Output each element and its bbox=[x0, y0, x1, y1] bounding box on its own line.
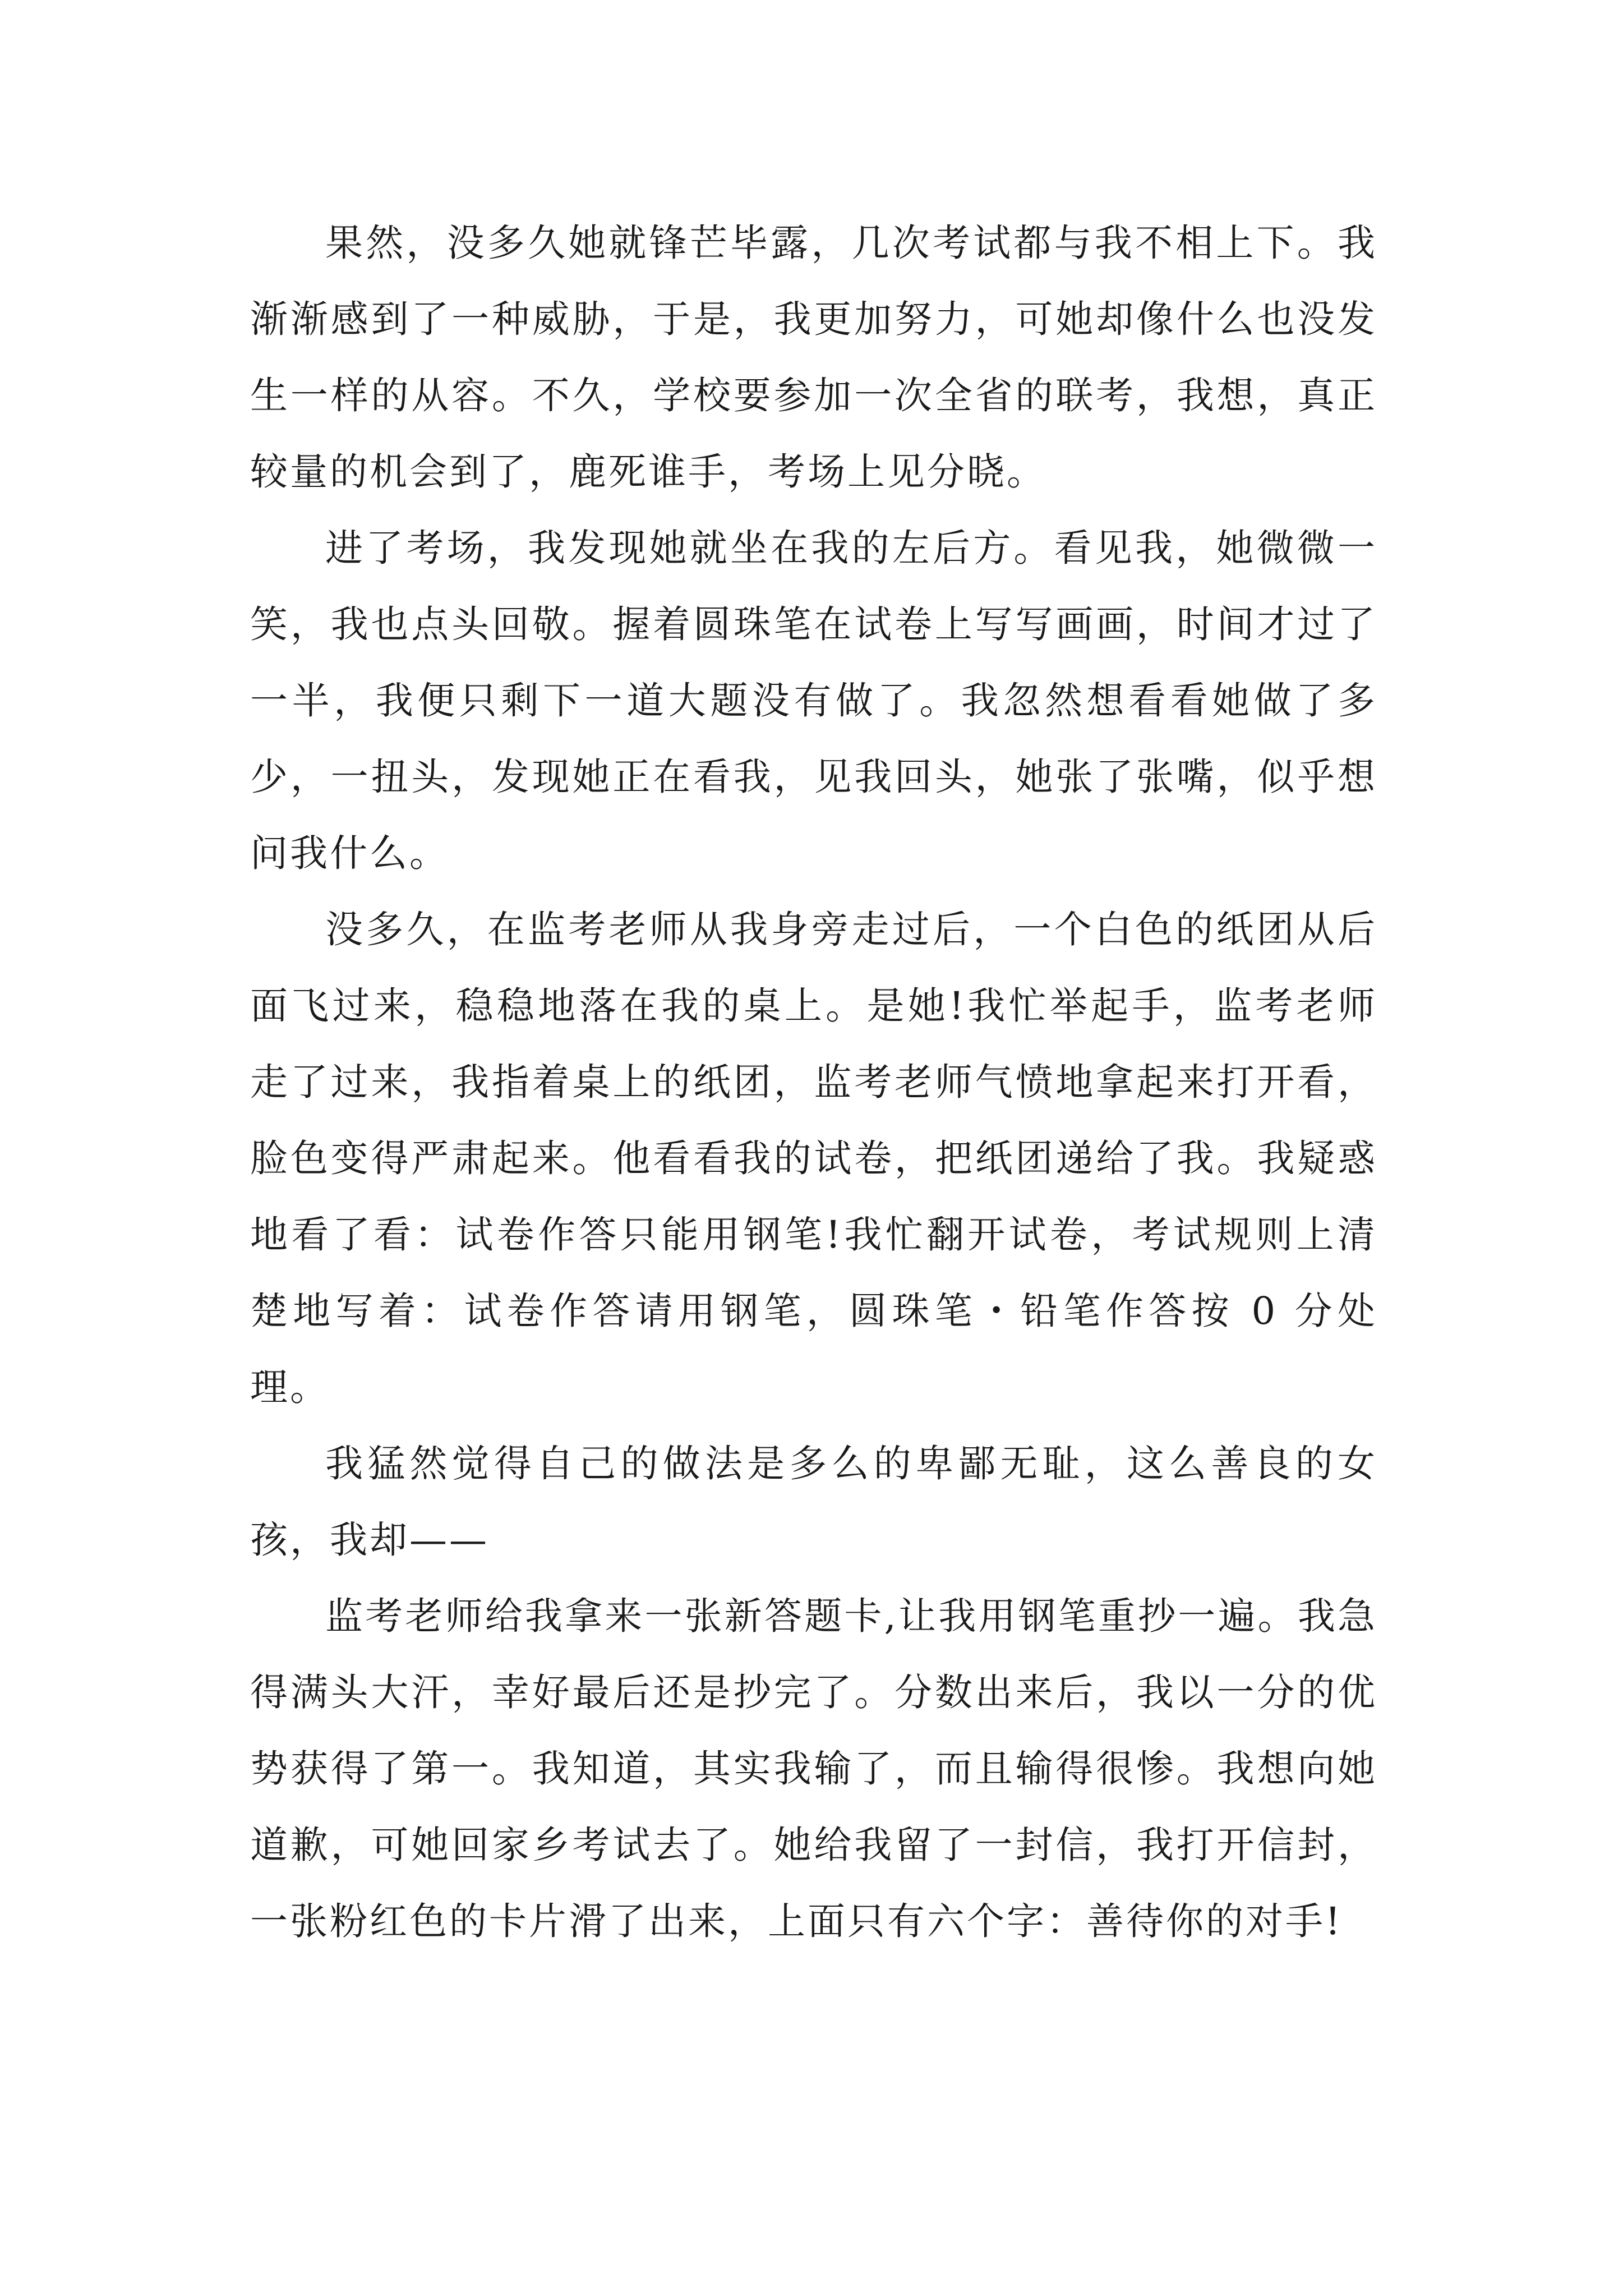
paragraph: 没多久，在监考老师从我身旁走过后，一个白色的纸团从后面飞过来，稳稳地落在我的桌上。是她!我忙举起手，监考老师走了过来，我指着桌上的纸团，监考老师气愤地拿起来打开看，脸色变得严肃起来。他看看我的试卷，把纸团递给了我。我疑惑地看了看：试卷作答只能用钢笔!我忙翻开试卷，考试规则上清楚地写着：试卷作答请用钢笔，圆珠笔・铅笔作答按 0 分处理。 bbox=[250, 908, 1377, 1409]
document-body bbox=[250, 205, 1377, 1959]
paragraph: 我猛然觉得自己的做法是多么的卑鄙无耻，这么善良的女孩，我却—— bbox=[250, 1442, 1377, 1562]
paragraph: 进了考场，我发现她就坐在我的左后方。看见我，她微微一笑，我也点头回敬。握着圆珠笔在试卷上写写画画，时间才过了一半，我便只剩下一道大题没有做了。我忽然想看看她做了多少，一扭头，发现她正在看我，见我回头，她张了张嘴，似乎想问我什么。 bbox=[250, 526, 1377, 875]
paragraph: 果然，没多久她就锋芒毕露，几次考试都与我不相上下。我渐渐感到了一种威胁，于是，我更加努力，可她却像什么也没发生一样的从容。不久，学校要参加一次全省的联考，我想，真正较量的机会到了，鹿死谁手，考场上见分晓。 bbox=[250, 221, 1377, 494]
paragraph: 监考老师给我拿来一张新答题卡,让我用钢笔重抄一遍。我急得满头大汗，幸好最后还是抄完了。分数出来后，我以一分的优势获得了第一。我知道，其实我输了，而且输得很惨。我想向她道歉，可她回家乡考试去了。她给我留了一封信，我打开信封，一张粉红色的卡片滑了出来，上面只有六个字：善待你的对手! bbox=[250, 1594, 1377, 1943]
